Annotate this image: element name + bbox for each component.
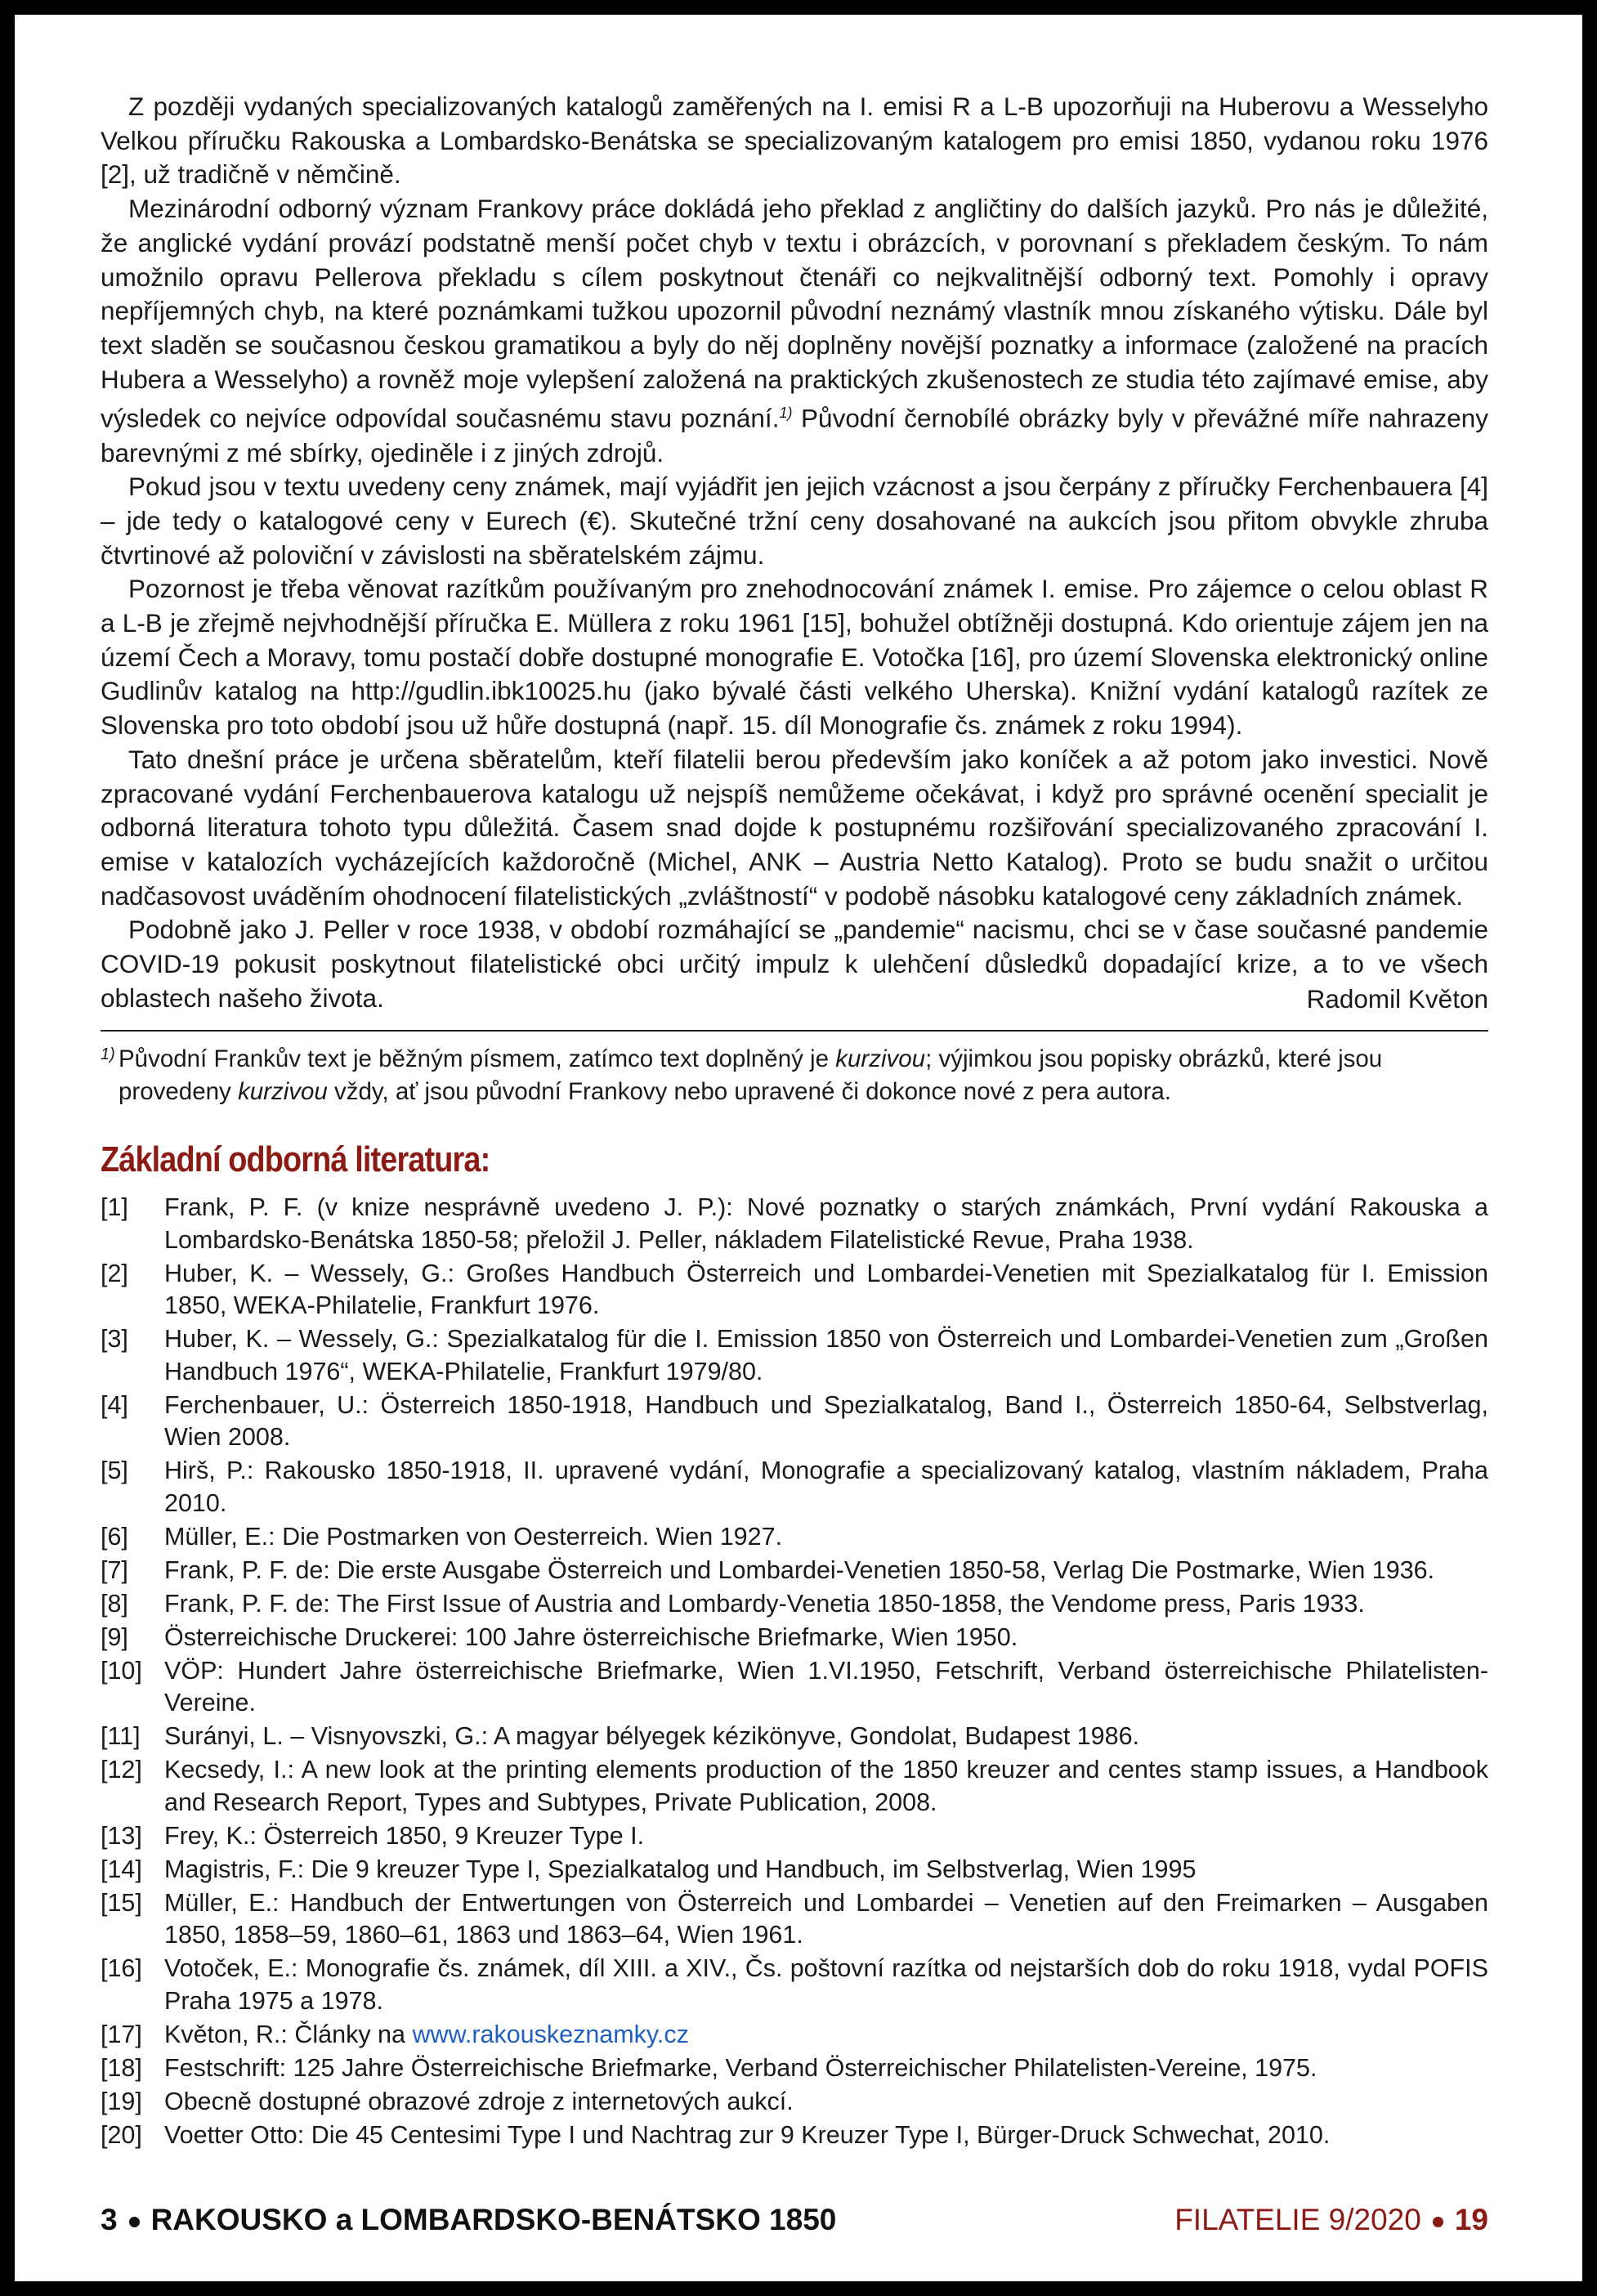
reference-number: [3] xyxy=(101,1325,128,1354)
reference-item xyxy=(101,2052,1488,2085)
reference-text: Voetter Otto: Die 45 Centesimi Type I und Nachtrag zur 9 Kreuzer Type I, Bürger-Druck Schwechat, 2010. xyxy=(164,2120,1331,2149)
chapter-number: 3 xyxy=(101,2203,118,2236)
footer-magazine xyxy=(1174,2201,1488,2239)
reference-number: [4] xyxy=(101,1390,128,1419)
paragraph-2-tail: Původní černobílé obrázky byly v převážné míře nahrazeny barevnými z mé sbírky, ojediněle i z jiných zdrojů. xyxy=(101,403,1489,468)
paragraph-3: Pokud jsou v textu uvedeny ceny známek, mají vyjádřit jen jejich vzácnost a jsou čerpány z příručky Ferchenbauera [4] – jde tedy o katalogové ceny v Eurech (€). Skutečné tržní ceny dosahované na aukcích jsou přitom obvykle zhruba čtvrtinové až poloviční v závislosti na sběratelském zájmu. xyxy=(101,472,1488,570)
reference-text: VÖP: Hundert Jahre österreichische Briefmarke, Wien 1.VI.1950, Fetschrift, Verband österreichische Philatelisten-Vereine. xyxy=(164,1656,1488,1717)
reference-item xyxy=(101,1887,1488,1952)
paragraph-2 xyxy=(101,192,1488,470)
reference-item xyxy=(101,1854,1488,1886)
bullet-icon xyxy=(1433,2217,1443,2227)
reference-text: Surányi, L. – Visnyovszki, G.: A magyar bélyegek kézikönyve, Gondolat, Budapest 1986. xyxy=(164,1722,1139,1751)
reference-text: Frank, P. F. de: Die erste Ausgabe Österreich und Lombardei-Venetien 1850-58, Verlag Die Postmarke, Wien 1936. xyxy=(164,1555,1435,1584)
article-body xyxy=(101,90,1488,1015)
reference-item xyxy=(101,1390,1488,1454)
reference-item xyxy=(101,1521,1488,1554)
reference-text: Frank, P. F. de: The First Issue of Austria and Lombardy-Venetia 1850-1858, the Vendome press, Paris 1933. xyxy=(164,1589,1365,1618)
bullet-icon xyxy=(129,2217,140,2227)
reference-text: Votoček, E.: Monografie čs. známek, díl XIII. a XIV., Čs. poštovní razítka od nejstarších dob do roku 1918, vydal POFIS Praha 1975 a 1978. xyxy=(164,1954,1488,2015)
reference-text: Frank, P. F. (v knize nesprávně uvedeno J. P.): Nové poznatky o starých známkách, První vydání Rakouska a Lombardsko-Benátska 1850-58; přeložil J. Peller, nákladem Filatelistické Revue, Praha 1938. xyxy=(164,1193,1488,1254)
paragraph-1: Z později vydaných specializovaných katalogů zaměřených na I. emisi R a L-B upozorňuji na Huberovu a Wesselyho Velkou příručku Rakouska a Lombardsko-Benátska se specializovaným katalogem pro emisi 1850, vydanou roku 1976 [2], už tradičně v němčině. xyxy=(101,92,1488,190)
paragraph-5: Tato dnešní práce je určena sběratelům, kteří filatelii berou především jako koníček a až potom jako investici. Nově zpracované vydání Ferchenbauerova katalogu už nejspíš nemůžeme očekávat, i když pro správné ocenění specialit je odborná literatura tohoto typu důležitá. Časem snad dojde k postupnému rozšiřování specializovaného zpracování I. emise v katalozích vycházejících každoročně (Michel, ANK – Austria Netto Katalog). Proto se budu snažit o určitou nadčasovost uváděním ohodnocení filatelistických „zvláštností“ v podobě násobku katalogové ceny základních známek. xyxy=(101,744,1488,911)
reference-text: Hirš, P.: Rakousko 1850-1918, II. upravené vydání, Monografie a specializovaný katalog, vlastním nákladem, Praha 2010. xyxy=(164,1457,1488,1517)
footer-section xyxy=(101,2201,836,2239)
page xyxy=(15,15,1582,2281)
footnote-reference: 1) xyxy=(779,405,793,422)
footnote-text-1: Původní Frankův text je běžným písmem, zatímco text doplněný je xyxy=(119,1045,836,1073)
reference-item xyxy=(101,1721,1488,1753)
author-signature: Radomil Květon xyxy=(1306,984,1488,1014)
website-link[interactable]: www.rakouskeznamky.cz xyxy=(412,2020,689,2048)
reference-item xyxy=(101,1323,1488,1388)
paragraph-6: Podobně jako J. Peller v roce 1938, v období rozmáhající se „pandemie“ nacismu, chci se v čase současné pandemie COVID-19 pokusit poskytnout filatelistické obci určitý impulz k ulehčení důsledků dopadající krize, a to ve všech oblastech našeho života. xyxy=(101,915,1488,1013)
reference-number: [12] xyxy=(101,1756,142,1784)
reference-number: [17] xyxy=(101,2020,142,2048)
reference-item xyxy=(101,1192,1488,1256)
reference-item xyxy=(101,1953,1488,2017)
reference-number: [11] xyxy=(101,1722,141,1751)
reference-number: [18] xyxy=(101,2053,142,2082)
reference-text: Kecsedy, I.: A new look at the printing elements production of the 1850 kreuzer and centes stamp issues, a Handbook and Research Report, Types and Subtypes, Private Publication, 2008. xyxy=(164,1756,1488,1816)
reference-text: Ferchenbauer, U.: Österreich 1850-1918, Handbuch und Spezialkatalog, Band I., Österreich 1850-64, Selbstverlag, Wien 2008. xyxy=(164,1390,1488,1452)
reference-number: [14] xyxy=(101,1855,142,1883)
footnote-text-2: ; výjimkou jsou popisky obrázků, které jsou provedeny xyxy=(119,1045,1383,1106)
reference-text: Květon, R.: Články na xyxy=(164,2020,413,2048)
magazine-issue: FILATELIE 9/2020 xyxy=(1174,2203,1421,2236)
reference-item xyxy=(101,2019,1488,2052)
reference-item xyxy=(101,1455,1488,1519)
footnote-mark: 1) xyxy=(101,1045,115,1064)
footnote-italic-1: kurzivou xyxy=(835,1045,926,1073)
reference-text: Frey, K.: Österreich 1850, 9 Kreuzer Type I. xyxy=(164,1821,645,1850)
reference-item xyxy=(101,1754,1488,1819)
article xyxy=(101,90,1488,2153)
footnote-divider xyxy=(101,1030,1488,1032)
literature-heading: Základní odborná literatura: xyxy=(101,1139,490,1180)
paragraph-4: Pozornost je třeba věnovat razítkům používaným pro znehodnocování známek I. emise. Pro zájemce o celou oblast R a L-B je zřejmě nejvhodnější příručka E. Müllera z roku 1961 [15], bohužel obtížněji dostupná. Kdo orientuje zájem jen na území Čech a Moravy, tomu postačí dobře dostupné monografie E. Votočka [16], pro území Slovenska elektronický online Gudlinův katalog na http://gudlin.ibk10025.hu (jako bývalé části velkého Uherska). Knižní vydání katalogů razítek ze Slovenska pro toto období jsou už hůře dostupná (např. 15. díl Monografie čs. známek z roku 1994). xyxy=(101,574,1488,741)
reference-text: Huber, K. – Wessely, G.: Großes Handbuch Österreich und Lombardei-Venetien mit Spezialkatalog für I. Emission 1850, WEKA-Philatelie, Frankfurt 1976. xyxy=(164,1259,1488,1320)
reference-text: Huber, K. – Wessely, G.: Spezialkatalog für die I. Emission 1850 von Österreich und Lombardei-Venetien zum „Großen Handbuch 1976“, WEKA-Philatelie, Frankfurt 1979/80. xyxy=(164,1325,1488,1385)
reference-number: [10] xyxy=(101,1656,142,1685)
reference-number: [7] xyxy=(101,1555,128,1584)
section-title: RAKOUSKO a LOMBARDSKO-BENÁTSKO 1850 xyxy=(150,2203,837,2236)
reference-text: Obecně dostupné obrazové zdroje z internetových aukcí. xyxy=(164,2087,794,2115)
reference-number: [1] xyxy=(101,1193,128,1222)
reference-number: [5] xyxy=(101,1457,128,1485)
reference-text: Österreichische Druckerei: 100 Jahre österreichische Briefmarke, Wien 1950. xyxy=(164,1622,1018,1651)
reference-item xyxy=(101,1588,1488,1621)
reference-item xyxy=(101,1555,1488,1587)
reference-number: [20] xyxy=(101,2120,142,2149)
reference-number: [16] xyxy=(101,1954,142,1983)
reference-item xyxy=(101,2086,1488,2119)
reference-number: [6] xyxy=(101,1522,128,1551)
reference-number: [15] xyxy=(101,1888,142,1917)
reference-text: Festschrift: 125 Jahre Österreichische Briefmarke, Verband Österreichischer Philatelisten-Vereine, 1975. xyxy=(164,2053,1317,2082)
footnote-text-3: vždy, ať jsou původní Frankovy nebo upravené či dokonce nové z pera autora. xyxy=(327,1078,1171,1106)
paragraph-2-text: Mezinárodní odborný význam Frankovy práce dokládá jeho překlad z angličtiny do dalších jazyků. Pro nás je důležité, že anglické vydání provází podstatně menší počet chyb v textu i obrázcích, v porovnaní s překladem českým. To nám umožnilo opravu Pellerova překladu s cílem poskytnout čtenáři co nejkvalitnější odborný text. Pomohly i opravy nepříjemných chyb, na které poznámkami tužkou upozornil původní neznámý vlastník mnou získaného výtisku. Dále byl text sladěn se současnou českou gramatikou a byly do něj doplněny novější poznatky a informace (založené na pracích Hubera a Wesselyho) a rovněž moje vylepšení založená na praktických zkušenostech ze studia této zajímavé emise, aby výsledek co nejvíce odpovídal současnému stavu poznání. xyxy=(101,194,1488,433)
reference-item xyxy=(101,1655,1488,1720)
reference-number: [19] xyxy=(101,2087,142,2115)
reference-number: [9] xyxy=(101,1622,128,1651)
reference-item xyxy=(101,1622,1488,1654)
reference-text: Müller, E.: Handbuch der Entwertungen von Österreich und Lombardei – Venetien auf den Freimarken – Ausgaben 1850, 1858–59, 1860–61, 1863 und 1863–64, Wien 1961. xyxy=(164,1888,1488,1949)
reference-number: [8] xyxy=(101,1589,128,1618)
reference-list xyxy=(101,1192,1488,2151)
reference-number: [2] xyxy=(101,1259,128,1287)
page-footer xyxy=(101,2201,1488,2239)
reference-item xyxy=(101,1820,1488,1853)
reference-item xyxy=(101,1258,1488,1323)
footnote-italic-2: kurzivou xyxy=(237,1078,328,1106)
footnote xyxy=(101,1043,1488,1108)
reference-text: Magistris, F.: Die 9 kreuzer Type I, Spezialkatalog und Handbuch, im Selbstverlag, Wien 1995 xyxy=(164,1855,1197,1883)
reference-number: [13] xyxy=(101,1821,142,1850)
page-number: 19 xyxy=(1454,2203,1488,2236)
reference-item xyxy=(101,2119,1488,2152)
reference-text: Müller, E.: Die Postmarken von Oesterreich. Wien 1927. xyxy=(164,1522,783,1551)
